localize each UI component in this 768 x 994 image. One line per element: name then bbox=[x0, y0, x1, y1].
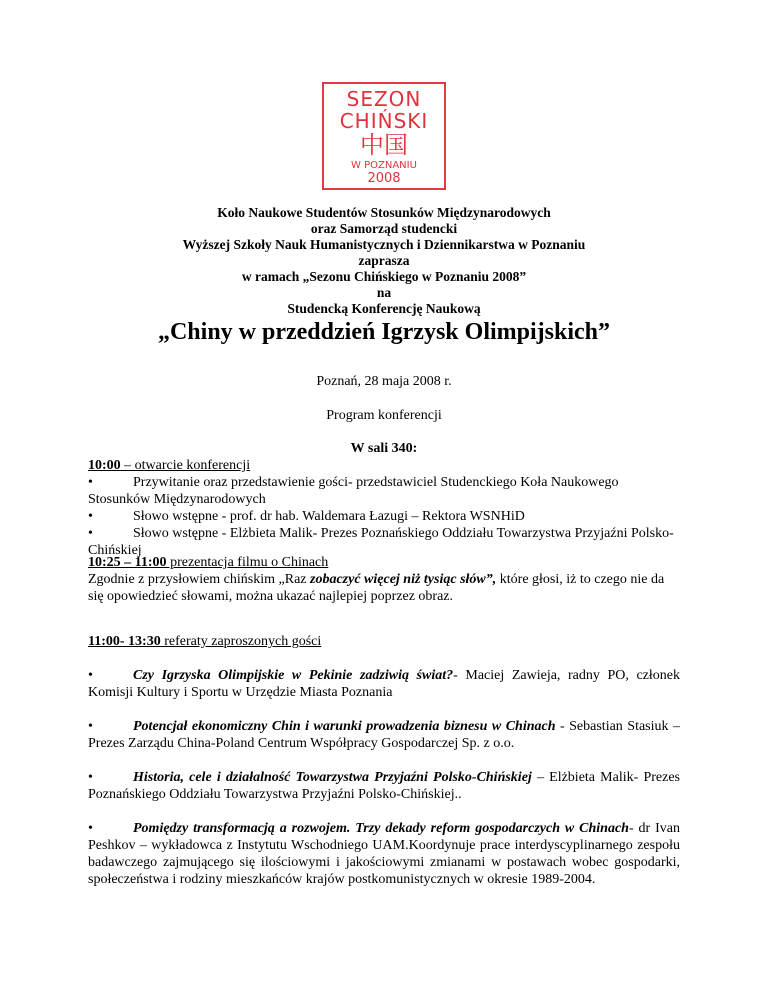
list-item: • Czy Igrzyska Olimpijskie w Pekinie zadziwią świat?- Maciej Zawieja, radny PO, członek Komisji Kultury i Sportu w Urzędzie Miasta Poznania bbox=[88, 668, 680, 700]
frame-line: w ramach „Sezonu Chińskiego w Poznaniu 2008” bbox=[241, 269, 527, 284]
session-3-label: referaty zaproszonych gości bbox=[160, 634, 322, 649]
logo-line-3: 中国 bbox=[360, 131, 408, 159]
logo-line-5: 2008 bbox=[367, 171, 401, 186]
conference-line: Studencką Konferencję Naukową bbox=[287, 301, 481, 316]
session-opening bbox=[88, 457, 680, 559]
org-line-2: oraz Samorząd studencki bbox=[310, 221, 458, 236]
sezon-chinski-logo bbox=[322, 82, 446, 190]
session-film bbox=[88, 554, 680, 605]
place-date: Poznań, 28 maja 2008 r. bbox=[316, 374, 452, 389]
session-2-label: prezentacja filmu o Chinach bbox=[166, 555, 329, 570]
session-2-description: Zgodnie z przysłowiem chińskim „Raz zobaczyć więcej niż tysiąc słów”, które głosi, iż to czego nie da się opowiedzieć słowami, można ukazać najlepiej poprzez obraz. bbox=[88, 572, 665, 604]
list-item: • Pomiędzy transformacją a rozwojem. Trzy dekady reform gospodarczych w Chinach- dr Ivan Peshkov – wykładowca z Instytutu Wschodniego UAM.Koordynuje prace interdyscyplinarnego zespołu badawczego zajmującego się ilościowymi i jakościowymi zmianami w postawach wobec gospodarki, społeczeństwa i rodziny mieszkańców krajów postkomunistycznych w okresie 1989-2004. bbox=[88, 821, 680, 887]
program-heading: Program konferencji bbox=[326, 408, 442, 423]
list-item: • Historia, cele i działalność Towarzystwa Przyjaźni Polsko-Chińskiej – Elżbieta Malik- Prezes Poznańskiego Oddziału Towarzystwa Przyjaźni Polsko-Chińskiej.. bbox=[88, 770, 680, 802]
list-item: • Słowo wstępne - Elżbieta Malik- Prezes Poznańskiego Oddziału Towarzystwa Przyjaźni Polsko-Chińskiej bbox=[88, 526, 674, 558]
conference-title: „Chiny w przeddzień Igrzysk Olimpijskich” bbox=[157, 319, 611, 345]
logo-line-2: CHIŃSKI bbox=[339, 109, 429, 133]
list-item: • Przywitanie oraz przedstawienie gości- przedstawiciel Studenckiego Koła Naukowego Stosunków Międzynarodowych bbox=[88, 475, 619, 507]
logo-line-1: SEZON bbox=[346, 87, 422, 111]
session-3-time: 11:00- 13:30 bbox=[88, 634, 161, 649]
na-line: na bbox=[376, 285, 392, 300]
session-2-time: 10:25 – 11:00 bbox=[88, 555, 167, 570]
invites-line: zaprasza bbox=[358, 253, 410, 268]
org-line-3: Wyższej Szkoły Nauk Humanistycznych i Dziennikarstwa w Poznaniu bbox=[182, 237, 586, 252]
session-1-label: – otwarcie konferencji bbox=[120, 458, 251, 473]
logo-line-4: W POZNANIU bbox=[351, 160, 417, 171]
session-talks bbox=[88, 633, 680, 888]
list-item: • Słowo wstępne - prof. dr hab. Waldemara Łazugi – Rektora WSNHiD bbox=[88, 509, 525, 524]
org-line-1: Koło Naukowe Studentów Stosunków Międzynarodowych bbox=[217, 205, 551, 220]
session-1-time: 10:00 bbox=[88, 458, 121, 473]
list-item: • Potencjał ekonomiczny Chin i warunki prowadzenia biznesu w Chinach - Sebastian Stasiuk – Prezes Zarządu China-Poland Centrum Współpracy Gospodarczej Sp. z o.o. bbox=[88, 719, 680, 751]
room-heading: W sali 340: bbox=[350, 441, 418, 456]
